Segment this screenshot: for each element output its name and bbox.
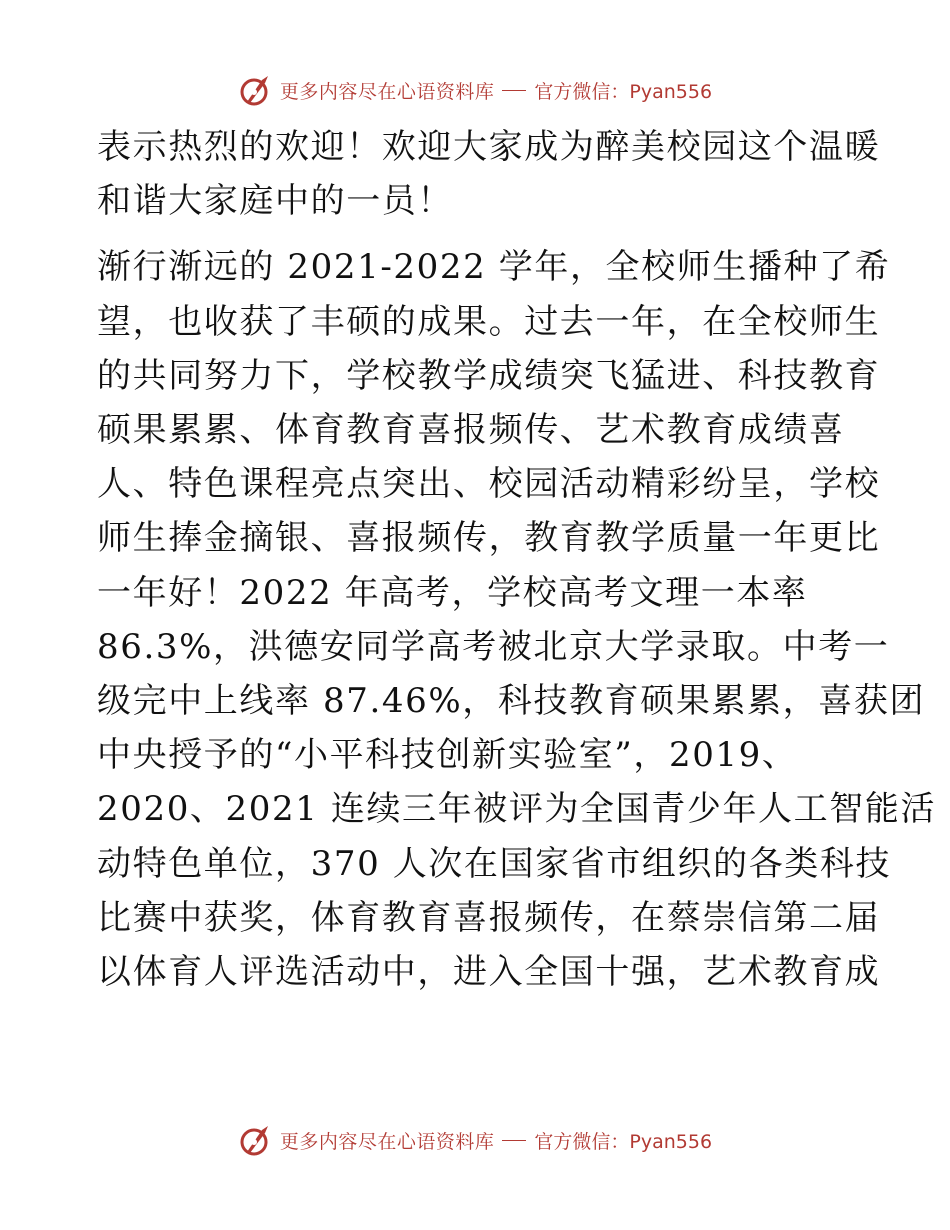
watermark-brand: 更多内容尽在心语资料库: [279, 1130, 495, 1153]
watermark-separator: [502, 1140, 526, 1141]
text-line: 以体育人评选活动中，进入全国十强，艺术教育成: [97, 952, 881, 993]
text-line: 望，也收获了丰硕的成果。过去一年，在全校师生: [97, 301, 881, 342]
text-line: 中央授予的“小平科技创新实验室”，2019、: [97, 735, 798, 776]
watermark-wechat: 官方微信：Pyan556: [534, 80, 713, 103]
text-line: 硕果累累、体育教育喜报频传、艺术教育成绩喜: [97, 410, 845, 451]
text-line: 86.3%，洪德安同学高考被北京大学录取。中考一: [97, 626, 890, 667]
text-line: 一年好！2022 年高考，学校高考文理一本率: [97, 572, 808, 613]
watermark-brand: 更多内容尽在心语资料库: [279, 80, 495, 103]
footer-watermark: [0, 1118, 950, 1162]
watermark-wechat: 官方微信：Pyan556: [534, 1130, 713, 1153]
paragraph-welcome: [97, 120, 881, 228]
text-line: 级完中上线率 87.46%，科技教育硕果累累，喜获团: [97, 681, 926, 722]
paragraph-achievements: [97, 240, 937, 999]
watermark-separator: [502, 90, 526, 91]
text-line: 动特色单位，370 人次在国家省市组织的各类科技: [97, 843, 892, 884]
text-line: 渐行渐远的 2021-2022 学年，全校师生播种了希: [97, 247, 891, 288]
quill-pen-circle-icon: [238, 72, 274, 108]
text-line: 人、特色课程亮点突出、校园活动精彩纷呈，学校: [97, 464, 881, 505]
text-line: 2020、2021 连续三年被评为全国青少年人工智能活: [97, 789, 937, 830]
quill-pen-circle-icon: [238, 1122, 274, 1158]
text-line: 表示热烈的欢迎！欢迎大家成为醉美校园这个温暖: [97, 127, 881, 167]
text-line: 比赛中获奖，体育教育喜报频传，在蔡崇信第二届: [97, 897, 881, 938]
text-line: 的共同努力下，学校教学成绩突飞猛进、科技教育: [97, 355, 881, 396]
document-body: [97, 120, 937, 999]
header-watermark: [0, 68, 950, 112]
text-line: 和谐大家庭中的一员！: [97, 181, 453, 222]
text-line: 师生捧金摘银、喜报频传，教育教学质量一年更比: [97, 518, 881, 559]
